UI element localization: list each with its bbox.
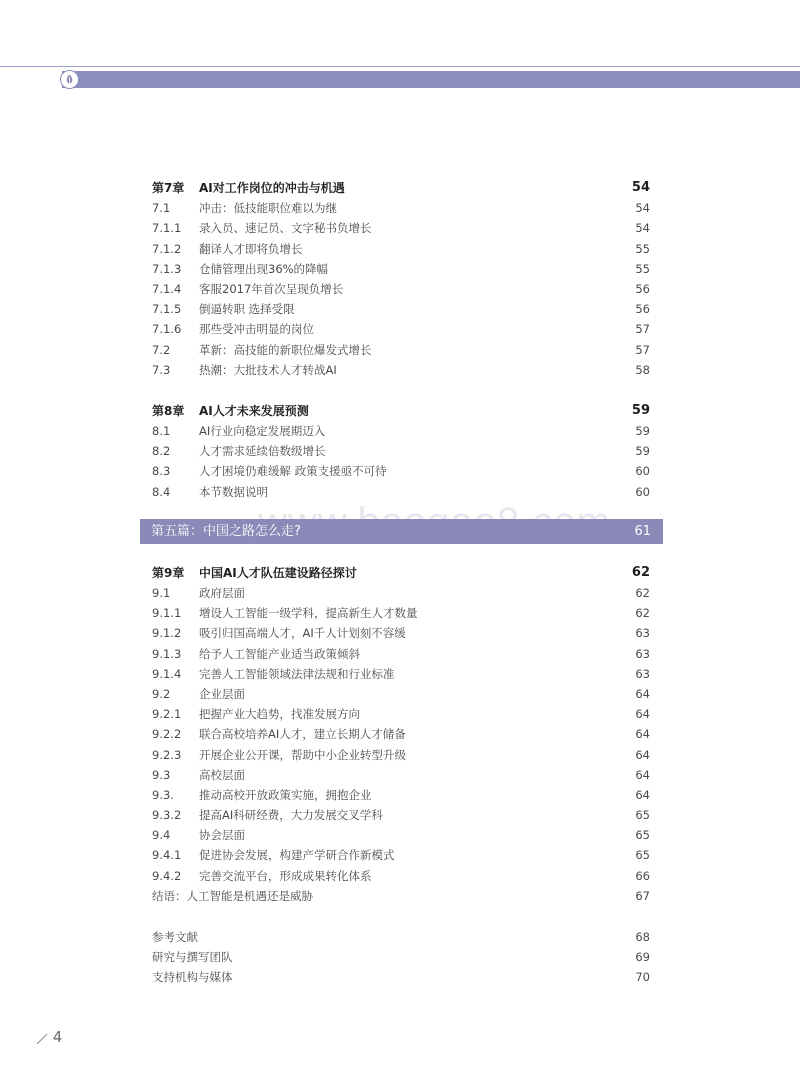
toc-entry-title: 结语：人工智能是机遇还是威胁: [152, 888, 313, 903]
toc-entry[interactable]: [152, 198, 650, 218]
toc-entry[interactable]: [152, 947, 650, 967]
toc-entry-title: 人才需求延续倍数级增长: [199, 444, 326, 459]
toc-entry-number: 9.4.2: [152, 868, 182, 883]
toc-entry-page: 64: [635, 747, 650, 762]
table-of-contents: [152, 178, 650, 988]
toc-entry-page: 59: [635, 424, 650, 439]
toc-entry-page: 66: [635, 868, 650, 883]
page-footer: [36, 1028, 62, 1046]
toc-entry-title: 热潮：大批技术人才转战AI: [199, 362, 337, 377]
appendix-entries: [152, 927, 650, 988]
toc-entry-title: 客服2017年首次呈现负增长: [199, 281, 344, 296]
toc-entry-number: 7.1.2: [152, 241, 182, 256]
toc-entry-page: 65: [635, 828, 650, 843]
part-page: 61: [634, 524, 651, 539]
toc-entry-number: 9.1: [152, 586, 171, 600]
toc-entry-page: 65: [635, 848, 650, 863]
toc-entry-number: 7.1.4: [152, 281, 182, 296]
toc-entry-number: 9.2.3: [152, 747, 182, 762]
toc-entry[interactable]: [152, 603, 650, 623]
chapter-label: 第8章: [152, 403, 185, 418]
chapter-9-heading[interactable]: [152, 563, 650, 583]
toc-entry-page: 62: [635, 606, 650, 621]
toc-entry-title: 完善人工智能领域法律法规和行业标准: [199, 666, 395, 681]
toc-entry-page: 69: [635, 950, 650, 965]
toc-entry[interactable]: [152, 421, 650, 441]
chapter-page: 59: [631, 402, 650, 418]
toc-entry-page: 64: [635, 727, 650, 742]
toc-entry-page: 63: [635, 646, 650, 661]
toc-entry[interactable]: [152, 218, 650, 238]
chapter-title: AI对工作岗位的冲击与机遇: [199, 181, 345, 195]
toc-entry-title: 协会层面: [199, 828, 245, 843]
toc-entry[interactable]: [152, 805, 650, 825]
toc-entry-number: 7.3: [152, 362, 171, 377]
toc-entry[interactable]: [152, 967, 650, 987]
toc-entry[interactable]: [152, 845, 650, 865]
toc-entry[interactable]: [152, 724, 650, 744]
toc-entry-title: 推动高校开放政策实施，拥抱企业: [199, 787, 372, 802]
conclusion-entry[interactable]: [152, 886, 650, 906]
toc-entry-page: 63: [635, 626, 650, 641]
toc-entry-title: 本节数据说明: [199, 484, 268, 499]
toc-entry-number: 8.2: [152, 444, 171, 459]
toc-entry-title: 那些受冲击明显的岗位: [199, 322, 314, 337]
toc-entry-page: 55: [635, 241, 650, 256]
toc-entry[interactable]: [152, 684, 650, 704]
toc-entry-number: 9.4: [152, 828, 171, 843]
chapter-title: 中国AI人才队伍建设路径探讨: [199, 565, 357, 580]
toc-entry-page: 54: [635, 221, 650, 236]
chapter-8-heading[interactable]: [152, 401, 650, 421]
toc-entry-number: 9.3.2: [152, 808, 182, 823]
toc-entry-page: 64: [635, 707, 650, 722]
toc-entry-number: 9.3.: [152, 787, 174, 802]
toc-entry-number: 9.1.1: [152, 606, 182, 621]
toc-entry-title: 把握产业大趋势，找准发展方向: [199, 707, 360, 722]
chapter-page: 54: [631, 180, 650, 195]
toc-entry-page: 64: [635, 787, 650, 802]
toc-entry-number: 8.4: [152, 484, 171, 499]
toc-entry-number: 7.1.5: [152, 302, 182, 317]
toc-entry[interactable]: [152, 664, 650, 684]
toc-entry-title: 冲击：低技能职位难以为继: [199, 201, 337, 216]
toc-entry-title: 支持机构与媒体: [152, 970, 233, 985]
toc-entry-title: 人才困境仍难缓解 政策支援亟不可待: [199, 464, 387, 479]
toc-entry-number: 7.1.3: [152, 261, 182, 276]
toc-entry-page: 60: [635, 484, 650, 499]
toc-entry-title: AI行业向稳定发展期迈入: [199, 424, 326, 439]
toc-entry-number: 9.4.1: [152, 848, 182, 863]
toc-entry-page: 56: [635, 302, 650, 317]
toc-entry-title: 给予人工智能产业适当政策倾斜: [199, 646, 360, 661]
toc-entry-number: 7.1.6: [152, 322, 182, 337]
chapter-9-entries: [152, 583, 650, 886]
toc-entry-title: 企业层面: [199, 686, 245, 701]
toc-entry-title: 仓储管理出现36%的降幅: [199, 261, 329, 276]
toc-entry-title: 促进协会发展，构建产学研合作新模式: [199, 848, 395, 863]
toc-entry[interactable]: [152, 866, 650, 886]
toc-entry-page: 67: [635, 888, 650, 903]
toc-entry-page: 63: [635, 666, 650, 681]
toc-entry[interactable]: [152, 644, 650, 664]
page-number: 4: [52, 1028, 63, 1046]
toc-entry[interactable]: [152, 259, 650, 279]
toc-entry-page: 68: [635, 930, 650, 944]
chapter-7-entries: [152, 198, 650, 380]
toc-entry[interactable]: [152, 299, 650, 319]
toc-entry-page: 60: [635, 464, 650, 479]
toc-entry-number: 9.2.1: [152, 707, 182, 722]
header-bar: [62, 71, 800, 88]
toc-entry-page: 58: [635, 362, 650, 377]
chapter-label: 第9章: [152, 565, 185, 580]
toc-entry[interactable]: [152, 583, 650, 603]
toc-entry-title: 联合高校培养AI人才，建立长期人才储备: [199, 727, 406, 742]
slash-mark-icon: [36, 1031, 48, 1045]
part-title: 第五篇：中国之路怎么走?: [151, 524, 301, 539]
toc-entry[interactable]: [152, 441, 650, 461]
toc-entry-title: 增设人工智能一级学科，提高新生人才数量: [199, 606, 418, 621]
toc-entry-page: 57: [635, 322, 650, 337]
toc-entry-number: 9.2: [152, 686, 171, 701]
leaf-drop-icon: [60, 70, 79, 89]
toc-entry[interactable]: [152, 461, 650, 481]
toc-entry[interactable]: [152, 623, 650, 643]
toc-entry-number: 7.1: [152, 201, 171, 216]
chapter-8-entries: [152, 421, 650, 502]
toc-entry-title: 开展企业公开课，帮助中小企业转型升级: [199, 747, 406, 762]
toc-entry[interactable]: [152, 319, 650, 339]
toc-entry-page: 56: [635, 281, 650, 296]
toc-entry-page: 70: [635, 970, 650, 985]
toc-entry-page: 57: [635, 342, 650, 357]
toc-entry-number: 9.1.4: [152, 666, 182, 681]
toc-entry[interactable]: [152, 279, 650, 299]
toc-entry-number: 9.2.2: [152, 727, 182, 742]
toc-entry[interactable]: [152, 360, 650, 380]
toc-entry[interactable]: [152, 340, 650, 360]
toc-entry[interactable]: [152, 482, 650, 502]
toc-entry-number: 9.3: [152, 767, 171, 782]
toc-entry[interactable]: [152, 785, 650, 805]
toc-entry-page: 62: [635, 586, 650, 600]
toc-entry[interactable]: [152, 745, 650, 765]
toc-entry[interactable]: [152, 239, 650, 259]
toc-entry-title: 政府层面: [199, 586, 245, 600]
toc-entry-page: 54: [635, 201, 650, 216]
toc-entry[interactable]: [152, 765, 650, 785]
toc-entry-page: 64: [635, 767, 650, 782]
toc-entry-title: 完善交流平台，形成成果转化体系: [199, 868, 372, 883]
toc-entry-number: 9.1.3: [152, 646, 182, 661]
toc-entry-page: 64: [635, 686, 650, 701]
toc-entry-title: 提高AI科研经费，大力发展交叉学科: [199, 808, 383, 823]
toc-entry-page: 65: [635, 808, 650, 823]
toc-entry-title: 高校层面: [199, 767, 245, 782]
toc-entry-number: 7.1.1: [152, 221, 182, 236]
toc-entry-title: 录入员、速记员、文字秘书负增长: [199, 221, 372, 236]
chapter-title: AI人才未来发展预测: [199, 403, 309, 418]
toc-entry-page: 59: [635, 444, 650, 459]
toc-entry-number: 8.3: [152, 464, 171, 479]
toc-entry-page: 55: [635, 261, 650, 276]
chapter-page: 62: [631, 564, 650, 580]
toc-entry-title: 翻译人才即将负增长: [199, 241, 303, 256]
toc-entry-title: 革新：高技能的新职位爆发式增长: [199, 342, 372, 357]
toc-entry-title: 参考文献: [152, 930, 198, 944]
toc-entry-title: 研究与撰写团队: [152, 950, 233, 965]
chapter-label: 第7章: [152, 181, 185, 195]
toc-entry[interactable]: [152, 825, 650, 845]
toc-entry[interactable]: [152, 704, 650, 724]
toc-entry-title: 倒逼转职 选择受限: [199, 302, 295, 317]
toc-entry-number: 9.1.2: [152, 626, 182, 641]
toc-entry-number: 8.1: [152, 424, 171, 439]
toc-entry-number: 7.2: [152, 342, 171, 357]
toc-entry[interactable]: [152, 927, 650, 947]
chapter-7-heading[interactable]: [152, 178, 650, 198]
toc-entry-title: 吸引归国高端人才，AI千人计划刻不容缓: [199, 626, 406, 641]
header-rule: [0, 66, 800, 67]
